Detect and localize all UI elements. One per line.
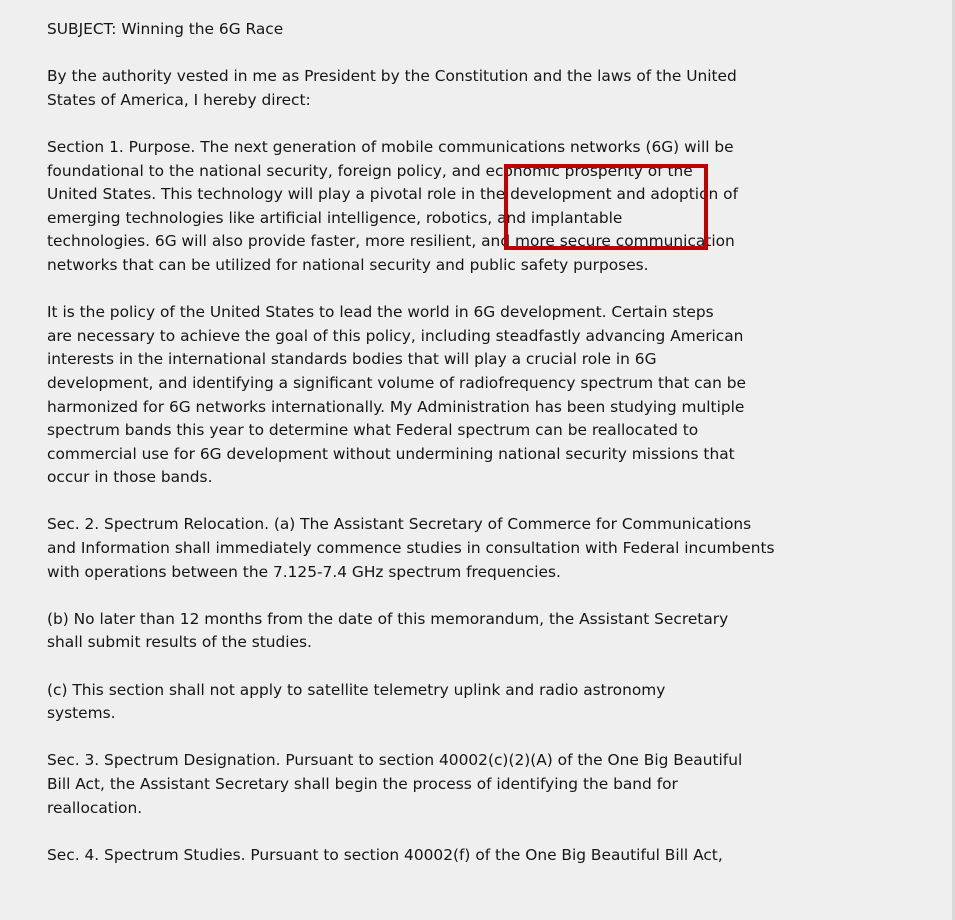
text-line: are necessary to achieve the goal of this policy, including steadfastly advancing American: [47, 326, 744, 345]
text-line: interests in the international standards bodies that will play a crucial role in 6G: [47, 350, 657, 369]
text-line: occur in those bands.: [47, 468, 213, 487]
intro-paragraph: [47, 65, 942, 112]
text-line: It is the policy of the United States to lead the world in 6G development. Certain steps: [47, 303, 714, 322]
text-line: By the authority vested in me as President by the Constitution and the laws of the United: [47, 67, 737, 86]
text-line: spectrum bands this year to determine what Federal spectrum can be reallocated to: [47, 421, 699, 440]
section-2c-paragraph: [47, 679, 942, 726]
text-line: harmonized for 6G networks internationally. My Administration has been studying multiple: [47, 397, 745, 416]
policy-paragraph: [47, 301, 942, 490]
document-page: [47, 18, 942, 867]
text-line: Sec. 2. Spectrum Relocation. (a) The Assistant Secretary of Commerce for Communications: [47, 515, 752, 534]
text-line: Section 1. Purpose. The next generation of mobile communications networks (6G) will be: [47, 137, 734, 156]
section-2a-paragraph: [47, 513, 942, 584]
text-line: commercial use for 6G development without undermining national security missions that: [47, 444, 735, 463]
text-line: Sec. 4. Spectrum Studies. Pursuant to section 40002(f) of the One Big Beautiful Bill Act,: [47, 845, 723, 864]
section-4-paragraph: [47, 844, 942, 868]
section-1-paragraph: [47, 136, 942, 278]
text-line: networks that can be utilized for national security and public safety purposes.: [47, 255, 649, 274]
text-line: systems.: [47, 704, 116, 723]
text-line: Sec. 3. Spectrum Designation. Pursuant to section 40002(c)(2)(A) of the One Big Beautiful: [47, 751, 743, 770]
text-line: technologies. 6G will also provide faster, more resilient, and more secure communication: [47, 232, 735, 251]
text-line: and Information shall immediately commence studies in consultation with Federal incumbents: [47, 539, 775, 558]
subject-line: SUBJECT: Winning the 6G Race: [47, 20, 284, 38]
text-line: (b) No later than 12 months from the date of this memorandum, the Assistant Secretary: [47, 609, 729, 628]
text-line: Bill Act, the Assistant Secretary shall begin the process of identifying the band for: [47, 775, 678, 793]
text-line: reallocation.: [47, 798, 143, 817]
text-line: foundational to the national security, foreign policy, and economic prosperity of the: [47, 161, 693, 180]
text-line: United States. This technology will play a pivotal role in the development and adoption of: [47, 185, 738, 204]
section-3-paragraph: [47, 749, 942, 820]
text-line: emerging technologies like artificial intelligence, robotics, and implantable: [47, 208, 623, 227]
text-line: development, and identifying a significant volume of radiofrequency spectrum that can be: [47, 373, 746, 392]
section-2b-paragraph: [47, 608, 942, 655]
text-line: with operations between the 7.125-7.4 GHz spectrum frequencies.: [47, 562, 561, 581]
text-line: shall submit results of the studies.: [47, 633, 312, 652]
text-line: States of America, I hereby direct:: [47, 90, 311, 109]
text-line: (c) This section shall not apply to satellite telemetry uplink and radio astronomy: [47, 680, 666, 699]
red-highlight-box: [504, 164, 708, 250]
